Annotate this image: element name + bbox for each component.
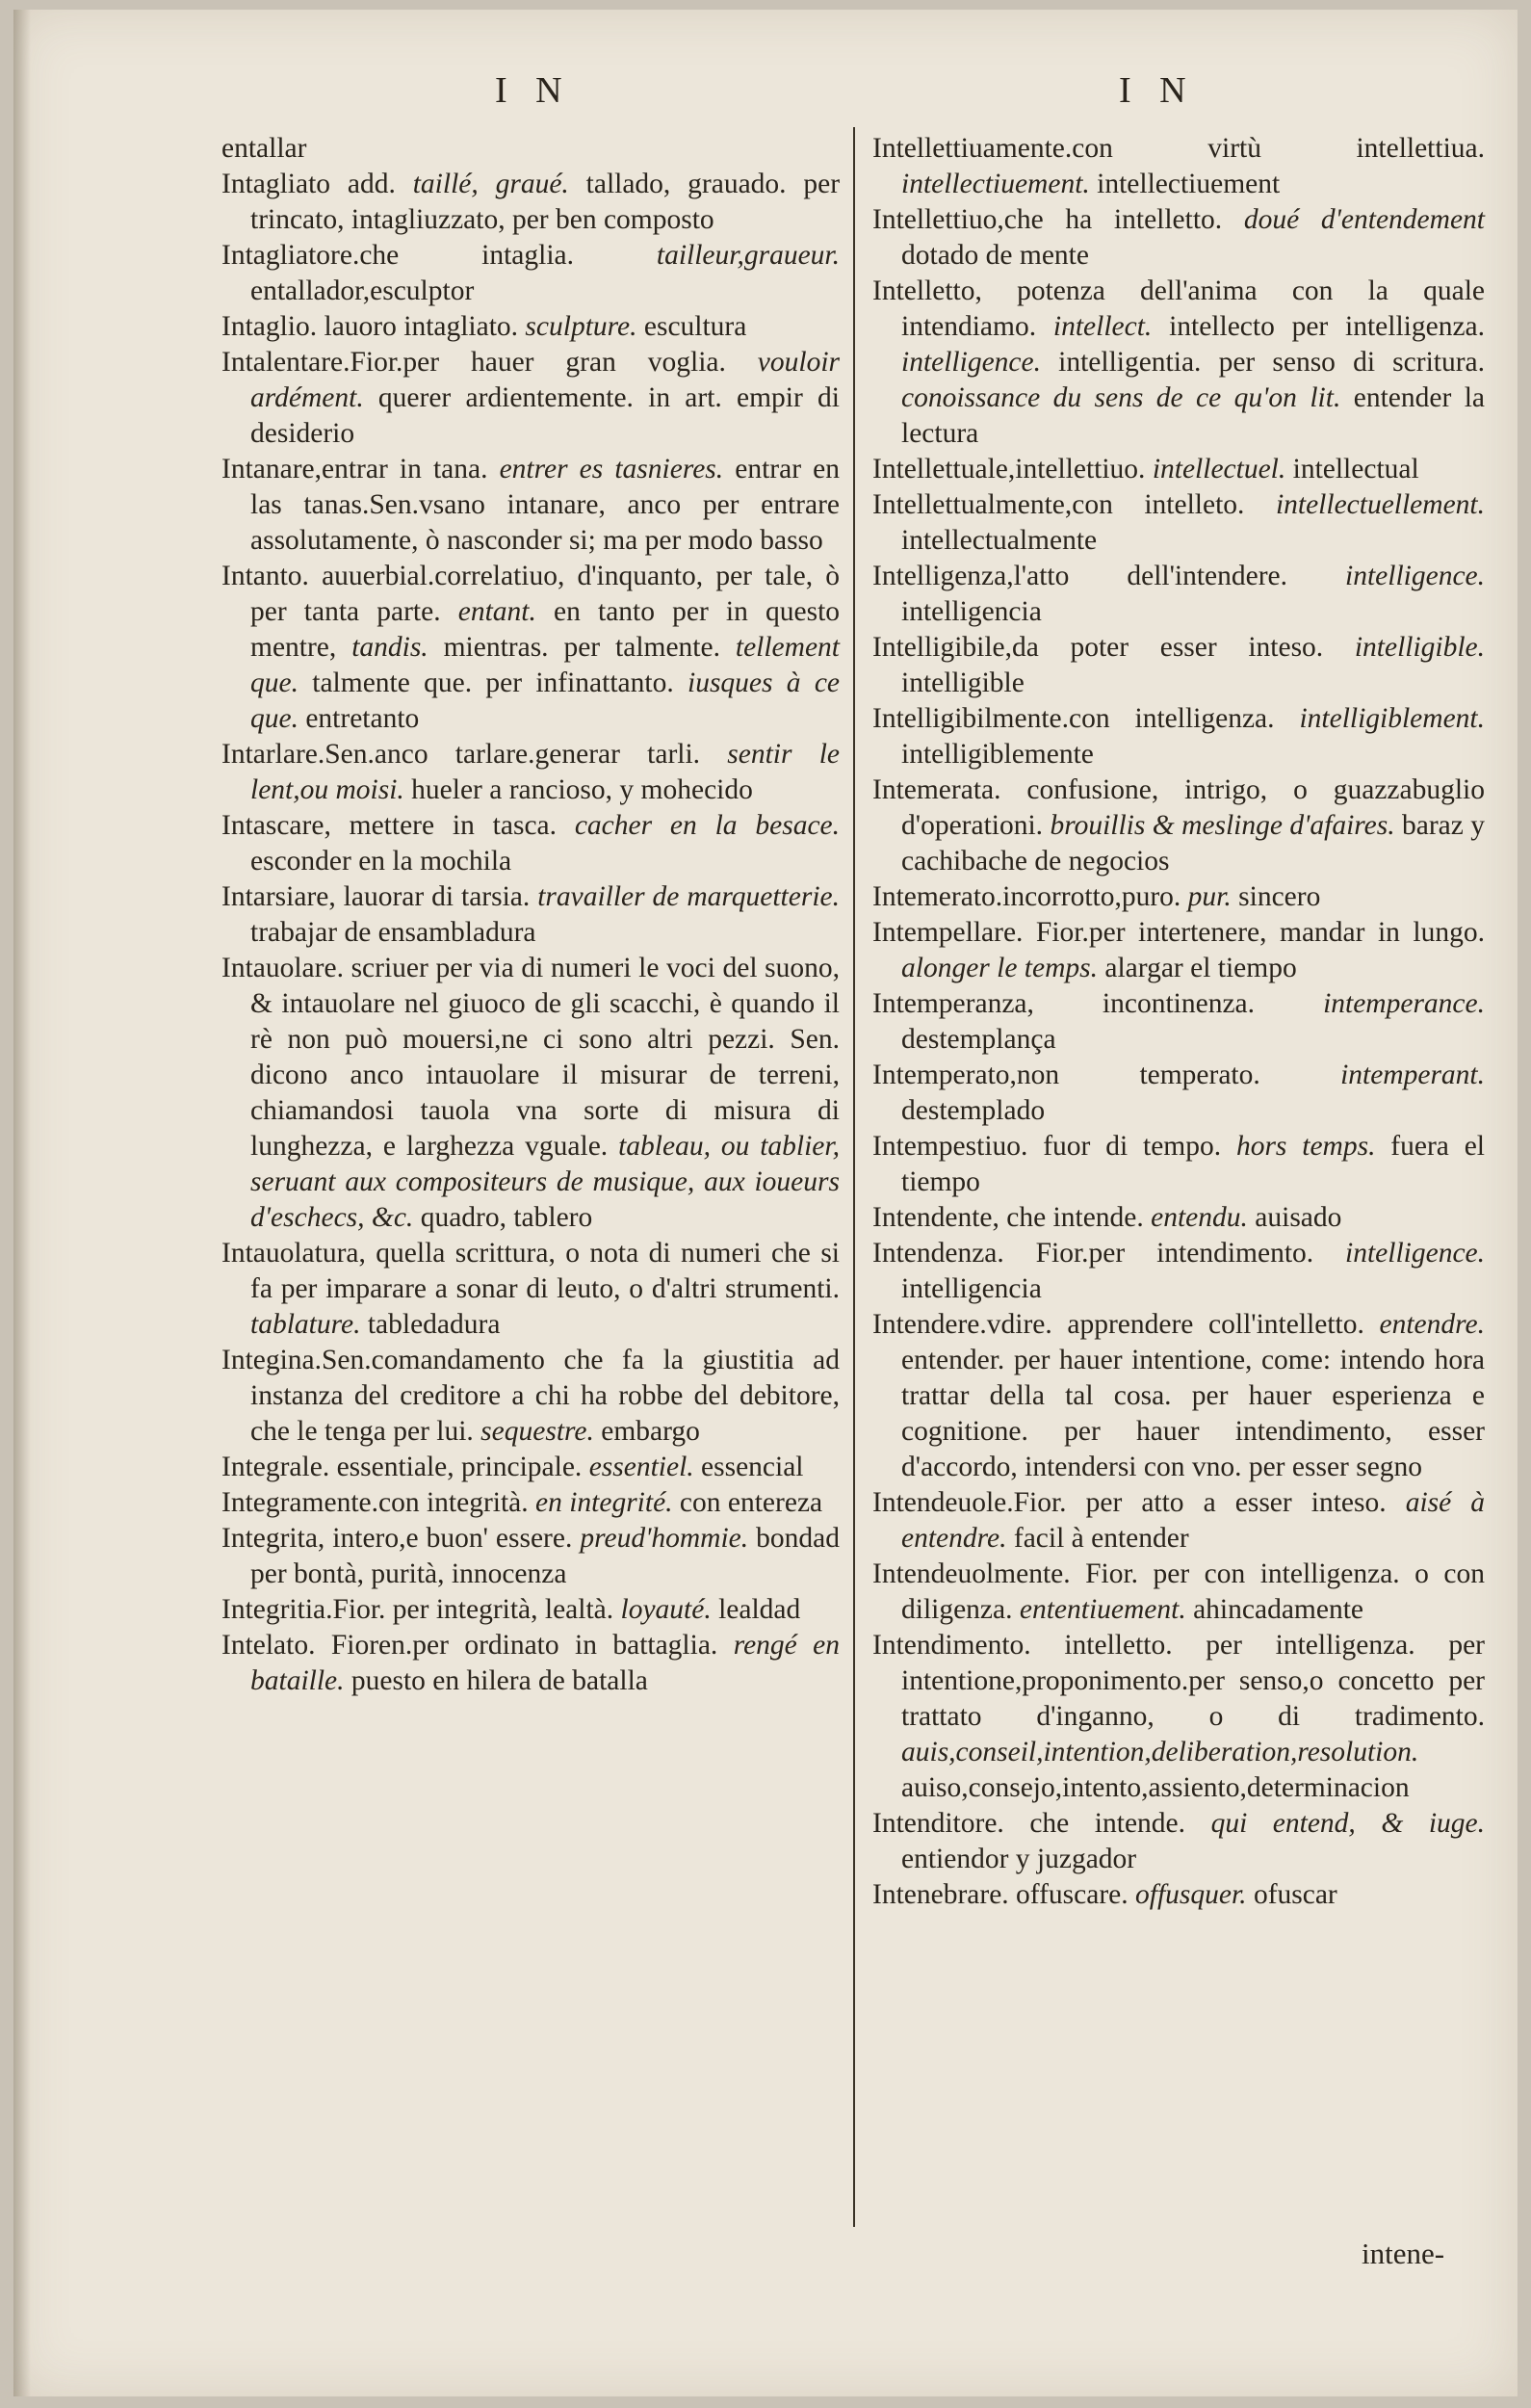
entry-text: intellecto per intelligenza.	[1169, 311, 1486, 342]
french-gloss: offusquer.	[1135, 1879, 1247, 1910]
dictionary-entry	[221, 1521, 840, 1592]
entry-headword: Intendere.vdire. apprendere coll'intelletto.	[872, 1309, 1364, 1340]
entry-text: alargar el tiempo	[1104, 953, 1297, 983]
entry-text: embargo	[601, 1416, 700, 1447]
french-gloss: preud'hommie.	[580, 1523, 749, 1554]
entry-text: tallado, grauado. per trincato, intagliuzzato, per ben composto	[250, 169, 841, 235]
dictionary-entry	[872, 1236, 1485, 1307]
dictionary-entry	[221, 808, 840, 879]
french-gloss: intelligiblement.	[1299, 703, 1485, 734]
entry-headword: Intelligibile,da poter esser inteso.	[872, 632, 1324, 663]
dictionary-entry	[872, 915, 1485, 986]
entry-headword: Integritia.Fior. per integrità, lealtà.	[221, 1594, 614, 1625]
entry-headword: Intelligibilmente.con intelligenza.	[872, 703, 1275, 734]
french-gloss: pur.	[1187, 881, 1232, 912]
entry-text: facil à entender	[1013, 1523, 1189, 1554]
entry-headword: entallar	[221, 133, 307, 164]
french-gloss: loyauté.	[620, 1594, 712, 1625]
dictionary-entry	[872, 202, 1485, 274]
french-gloss: qui entend, & iuge.	[1210, 1808, 1485, 1839]
dictionary-entry	[221, 309, 840, 345]
dictionary-entry	[872, 452, 1485, 487]
entry-text: lealdad	[718, 1594, 801, 1625]
dictionary-entry	[872, 772, 1485, 879]
french-gloss: tellement que.	[250, 632, 840, 698]
entry-headword: Intendente, che intende.	[872, 1202, 1144, 1233]
french-gloss: taillé, graué.	[412, 169, 569, 199]
entry-headword: Intelligenza,l'atto dell'intendere.	[872, 561, 1288, 591]
french-gloss: sculpture.	[525, 311, 637, 342]
dictionary-entry	[872, 1806, 1485, 1877]
entry-text: bondad per bontà, purità, innocenza	[250, 1523, 840, 1589]
entry-headword: Intemperanza, incontinenza.	[872, 988, 1256, 1019]
french-gloss: vouloir ardément.	[250, 347, 840, 413]
dictionary-entry	[872, 274, 1485, 452]
binding-shadow	[13, 10, 31, 2396]
entry-text: intelligentia. per senso di scritura.	[1058, 347, 1486, 378]
entry-headword: Intendeuolmente. Fior. per con intelligenza. o con diligenza.	[872, 1558, 1485, 1625]
catchword: intene-	[1362, 2237, 1445, 2270]
entry-text: entiendor y juzgador	[901, 1844, 1137, 1874]
french-gloss: rengé en bataille.	[250, 1630, 840, 1696]
french-gloss: intellectiuement.	[901, 169, 1090, 199]
dictionary-entry	[221, 1236, 840, 1343]
french-gloss: entrer es tasnieres.	[499, 454, 724, 484]
french-gloss: auis,conseil,intention,deliberation,resolution.	[901, 1737, 1419, 1767]
entry-headword: Intenditore. che intende.	[872, 1808, 1186, 1839]
dictionary-entry	[221, 879, 840, 951]
french-gloss: entant.	[457, 596, 536, 627]
entry-headword: Intenebrare. offuscare.	[872, 1879, 1129, 1910]
entry-text: intelligencia	[901, 1273, 1042, 1304]
entry-headword: Intendeuole.Fior. per atto a esser inteso.	[872, 1487, 1387, 1518]
column-rule	[853, 127, 855, 2227]
dictionary-entry	[221, 238, 840, 309]
running-header-left: I N	[495, 70, 572, 111]
french-gloss: en integrité.	[535, 1487, 673, 1518]
french-gloss: conoissance du sens de ce qu'on lit.	[901, 382, 1341, 413]
dictionary-entry	[221, 1485, 840, 1521]
french-gloss: intemperant.	[1340, 1060, 1485, 1090]
entry-text: sincero	[1238, 881, 1321, 912]
running-header-right: I N	[1119, 70, 1196, 111]
dictionary-entry	[872, 1557, 1485, 1628]
dictionary-entry	[221, 131, 840, 167]
entry-text: puesto en hilera de batalla	[350, 1665, 648, 1696]
entry-text: baraz y cachibache de negocios	[901, 810, 1485, 877]
entry-headword: Intempestiuo. fuor di tempo.	[872, 1131, 1222, 1162]
dictionary-entry	[872, 1129, 1485, 1200]
entry-text: auisado	[1255, 1202, 1342, 1233]
french-gloss: intelligible.	[1354, 632, 1486, 663]
dictionary-entry	[221, 1343, 840, 1450]
entry-text: esconder en la mochila	[250, 846, 512, 877]
entry-headword: Intascare, mettere in tasca.	[221, 810, 558, 841]
entry-text: dotado de mente	[901, 240, 1089, 271]
entry-headword: Intelato. Fioren.per ordinato in battaglia.	[221, 1630, 718, 1661]
entry-headword: Integina.Sen.comandamento che fa la giustitia ad instanza del creditore a chi ha robbe del debitore, che le tenga per lui.	[221, 1345, 840, 1447]
entry-text: quadro, tablero	[420, 1202, 593, 1233]
entry-headword: Intelletto, potenza dell'anima con la quale intendiamo.	[872, 275, 1485, 342]
dictionary-entry	[221, 167, 840, 238]
entry-text: tabledadura	[367, 1309, 501, 1340]
dictionary-entry	[221, 951, 840, 1236]
french-gloss: tandis.	[351, 632, 428, 663]
dictionary-entry	[221, 1450, 840, 1485]
entry-headword: Integrale. essentiale, principale.	[221, 1452, 583, 1482]
entry-text: intellectualmente	[901, 525, 1098, 556]
entry-headword: Intagliato add.	[221, 169, 396, 199]
french-gloss: ententiuement.	[1019, 1594, 1186, 1625]
entry-text: destemplado	[901, 1095, 1046, 1126]
french-gloss: essentiel.	[588, 1452, 694, 1482]
entry-headword: Intanto. auuerbial.correlatiuo, d'inquanto, per tale, ò per tanta parte.	[221, 561, 840, 627]
dictionary-entry	[872, 487, 1485, 559]
dictionary-page	[13, 10, 1518, 2396]
dictionary-entry	[872, 1058, 1485, 1129]
entry-text: escultura	[643, 311, 747, 342]
french-gloss: travailler de marquetterie.	[537, 881, 840, 912]
dictionary-entry	[872, 559, 1485, 630]
entry-headword: Intempellare. Fior.per intertenere, mandar in lungo.	[872, 917, 1485, 948]
entry-headword: Intendimento. intelletto. per intelligenza. per intentione,proponimento.per senso,o concetto per trattato d'inganno, o di tradimento.	[872, 1630, 1485, 1732]
entry-text: entender. per hauer intentione, come: intendo hora trattar della tal cosa. per hauer esperienza e cognitione. per hauer intendimento, esser d'accordo, intendersi con vno. per esser segno	[901, 1345, 1485, 1482]
dictionary-entry	[872, 1200, 1485, 1236]
dictionary-entry	[221, 559, 840, 737]
left-column	[221, 131, 840, 1699]
dictionary-entry	[872, 1628, 1485, 1806]
french-gloss: tableau, ou tablier, seruant aux compositeurs de musique, aux ioueurs d'eschecs, &c.	[250, 1131, 840, 1233]
dictionary-entry	[221, 345, 840, 452]
entry-text: destemplança	[901, 1024, 1056, 1055]
entry-text: entallador,esculptor	[250, 275, 475, 306]
french-gloss: sequestre.	[480, 1416, 594, 1447]
french-gloss: tablature.	[250, 1309, 361, 1340]
french-gloss: intellectuel.	[1152, 454, 1286, 484]
entry-text: intellectiuement	[1097, 169, 1281, 199]
dictionary-entry	[221, 737, 840, 808]
entry-text: intelligiblemente	[901, 739, 1094, 770]
entry-text: auiso,consejo,intento,assiento,determinacion	[901, 1772, 1410, 1803]
entry-headword: Intagliatore.che intaglia.	[221, 240, 574, 271]
french-gloss: intelligence.	[1345, 561, 1486, 591]
french-gloss: alonger le temps.	[901, 953, 1099, 983]
entry-headword: Intellettiuo,che ha intelletto.	[872, 204, 1223, 235]
french-gloss: doué d'entendement	[1243, 204, 1485, 235]
entry-headword: Intalentare.Fior.per hauer gran voglia.	[221, 347, 726, 378]
french-gloss: tailleur,graueur.	[656, 240, 840, 271]
dictionary-entry	[872, 630, 1485, 701]
entry-text: fuera el tiempo	[901, 1131, 1486, 1197]
entry-text: entretanto	[305, 703, 420, 734]
french-gloss: cacher en la besace.	[574, 810, 841, 841]
entry-headword: Intauolatura, quella scrittura, o nota di numeri che si fa per imparare a sonar di leuto, o d'altri strumenti.	[221, 1238, 840, 1304]
entry-text: hueler a rancioso, y mohecido	[411, 774, 753, 805]
entry-headword: Intellettualmente,con intelleto.	[872, 489, 1245, 520]
entry-headword: Intemerato.incorrotto,puro.	[872, 881, 1181, 912]
entry-headword: Intellettuale,intellettiuo.	[872, 454, 1146, 484]
french-gloss: intemperance.	[1323, 988, 1485, 1019]
entry-headword: Integrita, intero,e buon' essere.	[221, 1523, 573, 1554]
entry-headword: Intendenza. Fior.per intendimento.	[872, 1238, 1314, 1269]
entry-headword: Intemperato,non temperato.	[872, 1060, 1260, 1090]
entry-text: talmente que. per infinattanto.	[312, 667, 674, 698]
french-gloss: entendu.	[1151, 1202, 1248, 1233]
dictionary-entry	[221, 452, 840, 559]
french-gloss: iusques à ce que.	[250, 667, 841, 734]
entry-text: ahincadamente	[1193, 1594, 1363, 1625]
french-gloss: intelligence.	[1345, 1238, 1486, 1269]
entry-headword: Intanare,entrar in tana.	[221, 454, 488, 484]
entry-headword: Intauolare. scriuer per via di numeri le voci del suono, & intauolare nel giuoco de gli scacchi, è quando il rè non può mouersi,ne ci sono altri pezzi. Sen. dicono anco intauolare il misurar de terreni, chiamandosi tauola vna sorte di misura di lunghezza, e larghezza vguale.	[221, 953, 840, 1162]
entry-headword: Intarlare.Sen.anco tarlare.generar tarli.	[221, 739, 701, 770]
entry-headword: Intaglio. lauoro intagliato.	[221, 311, 519, 342]
dictionary-entry	[872, 131, 1485, 202]
french-gloss: aisé à entendre.	[901, 1487, 1486, 1554]
entry-text: entrar en las tanas.Sen.vsano intanare, anco per entrare assolutamente, ò nasconder si; ma per modo basso	[250, 454, 840, 556]
entry-headword: Intellettiuamente.con virtù intellettiua.	[872, 133, 1485, 164]
dictionary-entry	[872, 1307, 1485, 1485]
dictionary-entry	[872, 1485, 1485, 1557]
french-gloss: intellectuellement.	[1275, 489, 1485, 520]
french-gloss: sentir le lent,ou moisi.	[250, 739, 840, 805]
entry-text: querer ardientemente. in art. empir di desiderio	[250, 382, 840, 449]
entry-text: entender la lectura	[901, 382, 1486, 449]
entry-headword: Intarsiare, lauorar di tarsia.	[221, 881, 531, 912]
french-gloss: brouillis & meslinge d'afaires.	[1050, 810, 1395, 841]
entry-headword: Integramente.con integrità.	[221, 1487, 529, 1518]
dictionary-entry	[872, 701, 1485, 772]
entry-text: intelligible	[901, 667, 1025, 698]
entry-text: mientras. per talmente.	[443, 632, 720, 663]
french-gloss: entendre.	[1379, 1309, 1485, 1340]
entry-text: intelligencia	[901, 596, 1042, 627]
right-column	[872, 131, 1485, 1913]
entry-text: con entereza	[679, 1487, 823, 1518]
dictionary-entry	[872, 986, 1485, 1058]
dictionary-entry	[872, 879, 1485, 915]
french-gloss: intelligence.	[901, 347, 1041, 378]
dictionary-entry	[872, 1877, 1485, 1913]
entry-text: trabajar de ensambladura	[250, 917, 536, 948]
entry-text: ofuscar	[1253, 1879, 1337, 1910]
entry-text: essencial	[701, 1452, 804, 1482]
entry-text: en tanto per in questo mentre,	[250, 596, 841, 663]
dictionary-entry	[221, 1628, 840, 1699]
entry-headword: Intemerata. confusione, intrigo, o guazzabuglio d'operationi.	[872, 774, 1485, 841]
french-gloss: hors temps.	[1235, 1131, 1376, 1162]
entry-text: intellectual	[1292, 454, 1419, 484]
dictionary-entry	[221, 1592, 840, 1628]
french-gloss: intellect.	[1052, 311, 1153, 342]
